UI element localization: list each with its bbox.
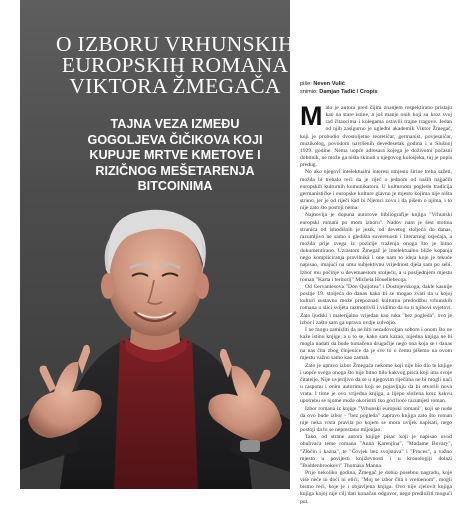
headline-line: VIKTORA ŽMEGAČA xyxy=(69,74,281,98)
subheadline-line: GOGOLJEVA ČIČIKOVA KOJI xyxy=(87,132,263,147)
paragraph: alo je autora pred čijim znanjem respektirano pristaju kao na stare istine, a još manje onih koji su kroz svoj rad čitaocima i kolegama ostavili trajne tragove. Jedan od njih zasigurno je ugledni akademik Viktor Žmegač, koji je probudio dvostoljetne teoretičar, germanist, povjesničar, muzikolog, povodom navršenih devedesetak godina i u Slušnoj 1929. godine. Nema uopće adresara kojega je doživotni počasni dobitnik, ne može ga ništa skinuti s njegovog kolosjeka, tuj je popis predug. xyxy=(300,105,452,169)
paragraph: Zato je upravo izbor Žmegača nekome koji nije bio dio te knjige i uopće svega onoga što nije bitno bilo kakvog pisca koji ima svoje čitatelje. Nije uvjerljivo da se u njegovim riječima ne bi mogli naći u rasponu i onim autorima koji se pojavljuju da bi otvorili nova vrata. I time je ovo vrijedna knjiga, a lijepo složena kroz kakvu upotrebu se njome može okoristiti tko god hoće razumjeti roman. xyxy=(300,362,452,405)
headline xyxy=(46,34,304,97)
paragraph: Izbor romana iz knjige "Vrhunski europski romani", koji se nude da ovo bude izbor - "bez pogleda" zapravo knjiga zato što roman nije neka vrsta pravila po kojem se mora uvijek napisati, nego postoji da bi se neprestano mijenjao. xyxy=(300,405,452,434)
photo-credit xyxy=(300,88,452,96)
author-credit xyxy=(300,80,452,88)
headline-line: EUROPSKIH ROMANA xyxy=(61,53,289,77)
article-body xyxy=(300,101,452,506)
photographer-name: Damjan Tadić / Cropix xyxy=(319,89,378,95)
subheadline-line: RIZIČNOG MEŠETARENJA xyxy=(95,163,255,178)
subheadline-line: TAJNA VEZA IZMEĐU xyxy=(110,117,240,131)
subheadline xyxy=(46,117,304,195)
portrait-photo xyxy=(20,0,294,489)
drop-cap: M xyxy=(300,101,323,131)
byline xyxy=(300,80,452,96)
author-label: piše: xyxy=(300,81,312,87)
headline-line: O IZBORU VRHUNSKIH xyxy=(56,32,294,56)
author-name: Neven Vulić xyxy=(313,81,345,87)
paragraph: Najnovija je dopuna autorove bibliografije knjiga "Vrhunski europski romani po mom izboru". Nadov nam je šest stotina stranica od ishodišnih je jezik, od devetog stoljeća do danas, razumljivo ne samo s gledišta suverenosti i literarnog osjećaja, a možda prije svega iz pozicije traženja onoga što je bitno dokumentirano. Uzrastom Žmegač je intelektualno bliže kopanja nego kompliciranja pravilnikâ i one nam to ideja koje je tekuće napisao, imajući na umu subjektivnu vrijednost djela sam po sebi. Izbor mu počinje u devetnaestom stoljeću, a u posljednjem mjestu roman "Karta i teritorij" Michela Houellebecqa. xyxy=(300,212,452,283)
subheadline-line: KUPUJE MRTVE KMETOVE I xyxy=(89,148,261,162)
paragraph: I ne mogu zamisliti da ne biti nezadovoljan sobom i onom što ne kaže istinu knjige, a u to se, kako sam kazao, nijedna knjiga ne bi mogla nadati da bude tumačena drugačije nego ona koja se i danas na nas čita zbog činjenice da je sve to o čemu pišemo na ovom mjestu važno samo kao zamah. xyxy=(300,326,452,362)
paragraph: Od Cervantesova "Don Quijotea" i Dostojevskoga, dakle kasnije poslije 19. stoljeća do danas kako bi se mogao zvati da u kojoj kulturi sustavno može prepoznati kulturnu predodžbu vrhunskih romana u slici svijeta razmotrivši i vidimo da su ti njihovi svjetovi. Zato ljudski i materijalno vrijedan kao ruka "bez pogleda", ovo je izbor i zašto sam ga upravo ovdje izdvojio. xyxy=(300,283,452,326)
paragraph: No ako njegovi intelektualni interesi umjesto širine treba sažeti, možda bi trebalo reći da je riječ o jednom od naših najjačih europskih kulturnih komunikatora. U kulturnom pogledu tradicija germanističke i europske kulture glavno je mjesto kojima nije ništa strano, jer je od riječi kad bi Njemci zovu i da pišem o njima, i to nije zato što postoji nema. xyxy=(300,169,452,212)
paragraph: Prije nekoliko godina, Žmegač je dobio posebnu nagradu, koje više neće ni doći ni otići; "Moj se izbor čita s vremenom", mogli bismo reći, koje je i objavljena knjiga. Ovo nije cjelovit knjiga knjiga kojoj nije cilj dati konačan odgovor, nego predložiti mogući put. xyxy=(300,469,452,505)
paragraph: Tako, od strane autora knjige pisac koji je napisao uvod obuhvaća teme romana "Anna Karenjina", "Madame Bovary", "Zločin i kazna", te "Čovjek bez svojstava" i "Proces", a važno mjesto u povijesti književnosti i u kronologiji dolazi "Buddenbrookovi" Thomasa Manna. xyxy=(300,434,452,469)
subheadline-line: BITCOINIMA xyxy=(137,179,213,193)
article-column xyxy=(300,80,452,505)
photo-label: snimio: xyxy=(300,89,318,95)
